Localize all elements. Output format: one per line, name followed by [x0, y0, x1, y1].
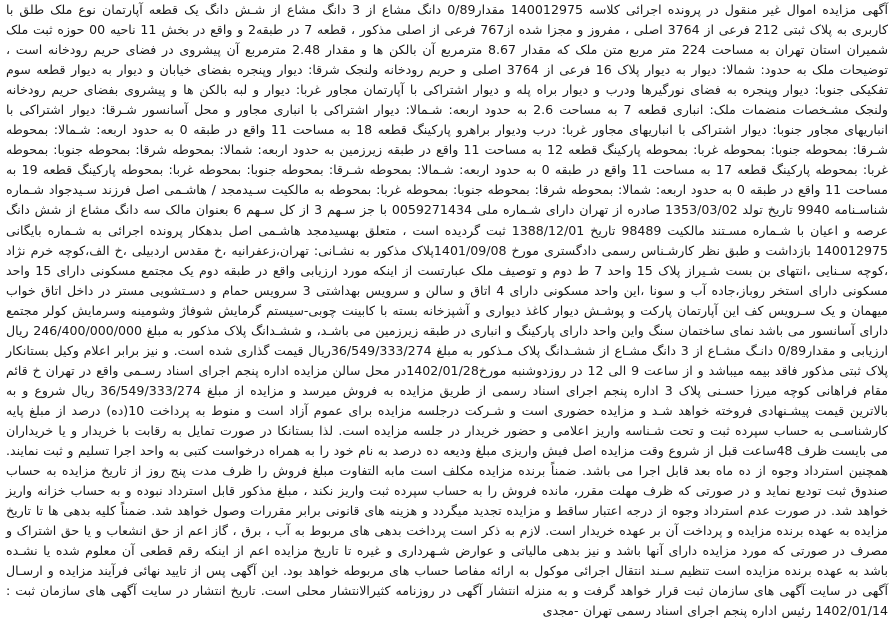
auction-notice-document [4, 0, 890, 619]
auction-notice-text: آگهی مزایده اموال غیر منقول در پرونده اجرائی کلاسه 140012975 مقدار0/89 دانگ مشاع از 3 دانگ مشاع از شـش دانگ یک قطعه آپارتمان نوع ملک طلق با کاربری به پلاک ثبتی 212 فرعی از 3764 اصلی ، مفروز و مجزا شده از767 فرعی از اصلی مذکور ، قطعه 7 در طبقه2 و واقع در بخش 11 ناحیه 00 حوزه ثبت ملک شمیران استان تهران به مساحت 224 متر مربع متن ملک که مقدار 8.67 مترمربع آن بالکن ها و مقدار 2.48 مترمربع آن پیشروی در فضای حریم رودخانه است ، توضیحات ملک به حدود: شمالا: دیوار به دیوار پلاک 16 فرعی از 3764 اصلی و حریم رودخانه ولنجک شرقا: دیوار وپنجره بفضای خیابان و دیوار به دیوار قطعه سوم تفکیکی جنوبا: دیوار وپنجره به فضای نورگیرها ودرب و دیوار براه پله و دیوار اشتراکی با آپارتمان مجاور غربا: دیوار و لبه بالکن ها و پیشروی بفضای حریم رودخانه ولنجک مشـخصات منضمات ملک: انباری قطعه 7 به مساحت 2.6 به حدود اربعه: شـمالا: دیوار اشتراکی با انباری مجاور و محل آسانسور شـرقا: دیوار اشتراکی با انباریهای مجاور جنوبا: دیوار اشتراکی با انباریهای مجاور غربا: درب ودیوار براهرو پارکینگ قطعه 18 به مساحت 11 واقع در طبقه 0 به حدود اربعه: شـمالا: بمحوطه شـرقا: بمحوطه جنوبا: بمحوطه غربا: بمحوطه پارکینگ قطعه 12 به مساحت 11 واقع در طبقه زیرزمین به حدود اربعه: شمالا: بمحوطه شرقا: بمحوطه جنوبا: بمحوطه غربا: بمحوطه پارکینگ قطعه 17 به مساحت 11 واقع در طبقه 0 به حدود اربعه: شـمالا: بمحوطه شـرقا: بمحوطه جنوبا: بمحوطه غربا: بمحوطه پارکینگ قطعه 19 به مساحت 11 واقع در طبقه 0 به حدود اربعه: شمالا: بمحوطه شرقا: بمحوطه جنوبا: بمحوطه غربا: بمحوطه به مالکیت سـیدمجد / هاشـمی اصل فرزند سـیدجواد شـماره شناسـنامه 9940 تاریخ تولد 1353/03/02 صادره از تهران دارای شـماره ملی 0059271434 با جز سـهم 3 از کل سـهم 6 بعنوان مالک سه دانگ مشاع از شش دانگ عرصه و اعیان با شـماره مسـتند مالکیت 98489 تاریخ 1388/12/01 ثبت گردیده است ، متعلق بهسیدمجد هاشـمی اصل بدهکار پرونده اجرائی به شـماره بایگانی 140012975 بازداشت و طبق نظر کارشـناس رسمی دادگستری مورخ 1401/09/08پلاک مذکور به نشـانی: تهران،زعفرانیه ،خ مقدس اردبیلی ،خ الف،کوچه خرم نژاد ،کوچه سـنایی ،انتهای بن بست شـیراز پلاک 15 واحد 7 ط دوم و توصیف ملک عبارتست از اینکه مورد ارزیابی واقع در طبقه دوم یک مجتمع مسکونی دارای 15 واحد مسکونی دارای استخر روباز،جاده آب و سونا ،این واحد مسکونی دارای 4 اتاق و سالن و سرویس بهداشتی 3 سرویس حمام و دسـتشویی مستر در داخل اتاق خواب میهمان و یک سـرویس کف این آپارتمان پارکت و پوشـش دیوار کاغذ دیواری و آشپزخانه بسته با کابینت چوبی-سیستم گرمایش شوفاژ وشومینه وسرمایش کولر مجتمع دارای آسانسور می باشد نمای ساختمان سنگ واین واحد دارای پارکینگ و انباری در طبقه زیرزمین می باشـد، و ششـدانگ پلاک مذکور به مبلغ 246/400/000/000 ریال ارزیابی و مقدار0/89 دانـگ مشـاع از 3 دانگ مشـاع از ششـدانگ پلاک مـذکور به مبلغ 36/549/333/274ریال قیمت گذاری شده است. و نیز برابر اعلام وکیل بستانکار پلاک ثبتی مذکور فاقد بیمه میباشد و از ساعت 9 الی 12 در روزدوشنبه مورخ1402/01/28در محل سالن مزایده اداره پنجم اجرای اسناد رسـمی واقع در تهران خ قائم مقام فراهانی کوچه میرزا حسـنی پلاک 3 اداره پنجم اجرای اسناد رسمی از طریق مزایده به فروش میرسد و مزایده از مبلغ 36/549/333/274 ریال شروع و به بالاترین قیمت پیشـنهادی فروخته خواهد شـد و مزایده حضوری است و شـرکت درجلسه مزایده برای عموم آزاد است و منوط به پرداخت 10(ده) درصد از مبلغ پایه کارشناسـی به حساب سپرده ثبت و تحت شـناسه واریز اعلامی و حضور خریدار در جلسه مزایده است. لذا بستانکا در صورت تمایل به رقابت با خریدار و یا خریداران می بایست ظرف 48ساعت قبل از شروع وقت مزایده اصل فیش واریزی مبلغ ودیعه ده درصد به نام خود را به همراه درخواست کتبی به واحد اجرا تسلیم و ثبت نمایند. همچنین استرداد وجوه از ده ماه بعد قابل اجرا می باشد. ضمناً برنده مزایده مکلف است مابه التفاوت مبلغ فروش را ظرف مدت پنج روز از تاریخ مزایده به حساب صندوق ثبت تودیع نماید و در صورتی که ظرف مهلت مقرر، مانده فروش را به حساب سپرده ثبت واریز نکند ، مبلغ مذکور قابل استرداد نبوده و به حساب خزانه واریز خواهد شد. در صورت عدم استرداد وجوه از درجه اعتبار ساقط و مزایده تجدید میگردد و هزینه های قانونی برابر مقررات وصول خواهد شد. ضمناً کلیه بدهی ها تا تاریخ مزایده به عهده برنده مزایده و پرداخت آن بر عهده خریدار است. لازم به ذکر است پرداخت بدهی های مربوط به آب ، برق ، گاز اعم از حق انشعاب و یا حق اشتراک و مصرف در صورتی که مورد مزایده دارای آنها باشد و نیز بدهی مالیاتی و عوارض شـهرداری و غیره تا تاریخ مزایده اعم از اینکه رقم قطعی آن معلوم شده یا نشـده باشد به عهده برنده مزایده است تنظیم سـند انتقال اجرائی موکول به ارائه مفاصا حساب های مربوطه خواهد بود. این آگهی پس از تایید نهائی فرآیند مزایده و ارسـال آگهی در سایت آگهی های سازمان ثبت قرار خواهد گرفت و به منزله انتشار آگهی در روزنامه کثیرالانتشار محلی است. تاریخ انتشار در سایت آگهی های سازمان ثبت : 1402/01/14 رئیس اداره پنجم اجرای اسناد رسمی تهران -مجدی [6, 2, 889, 619]
